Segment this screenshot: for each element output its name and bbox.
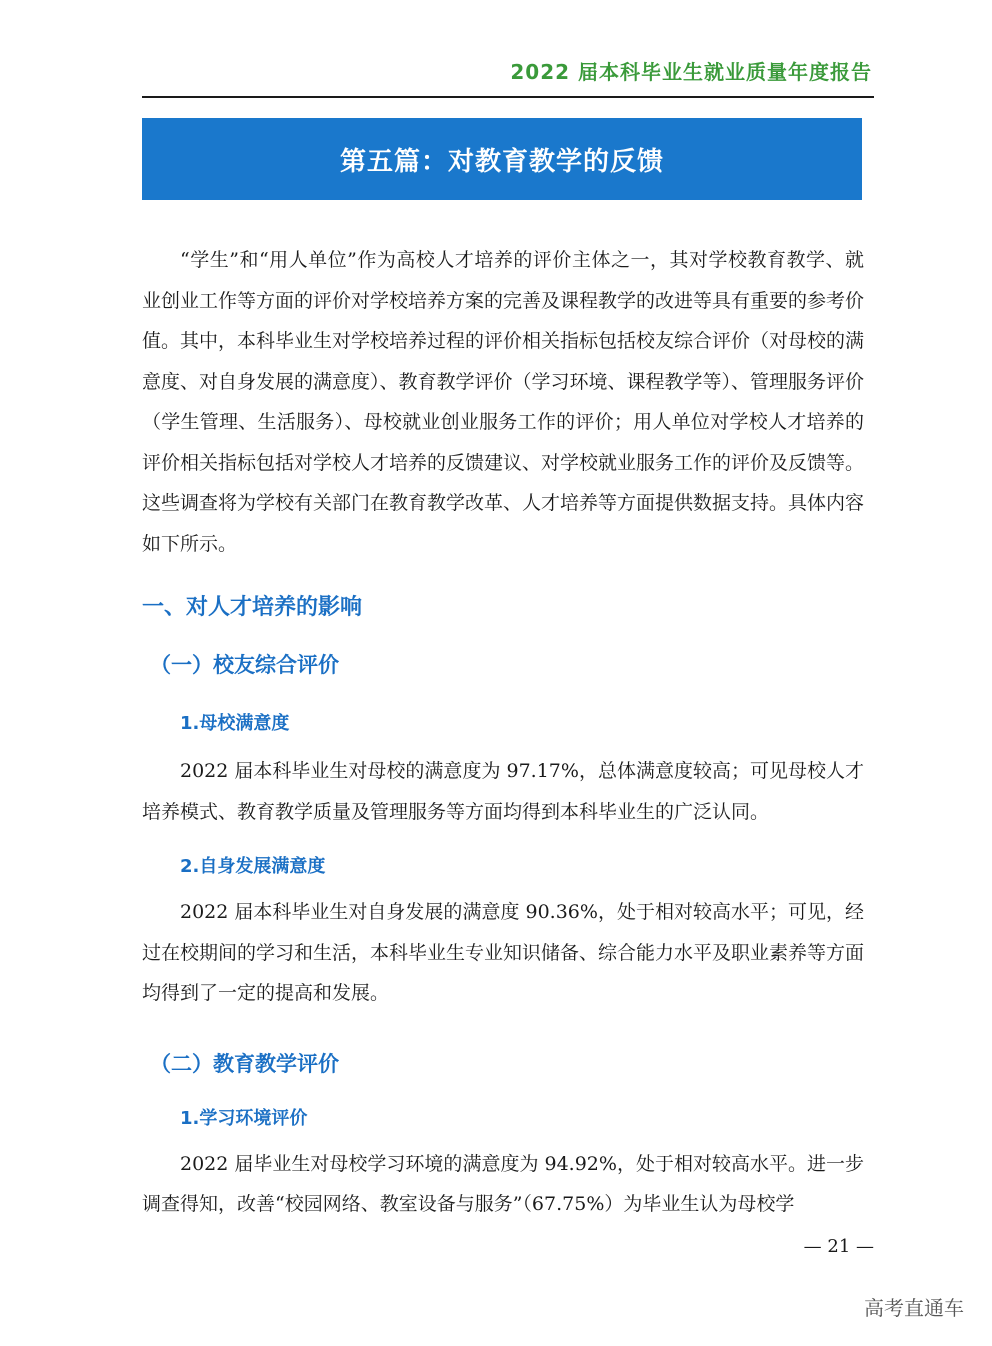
item-heading-self-development: 2.自身发展满意度	[180, 856, 326, 877]
chapter-banner	[142, 118, 862, 200]
header-divider	[142, 96, 874, 98]
subsection-heading-alumni-evaluation: （一）校友综合评价	[150, 653, 339, 677]
paragraph-self-development: 2022 届本科毕业生对自身发展的满意度 90.36%，处于相对较高水平；可见，经过在校期间的学习和生活，本科毕业生专业知识储备、综合能力水平及职业素养等方面均得到了一定的提高和发展。	[142, 901, 865, 1004]
intro-paragraph: “学生”和“用人单位”作为高校人才培养的评价主体之一，其对学校教育教学、就业创业工作等方面的评价对学校培养方案的完善及课程教学的改进等具有重要的参考价值。其中，本科毕业生对学校培养过程的评价相关指标包括校友综合评价（对母校的满意度、对自身发展的满意度）、教育教学评价（学习环境、课程教学等）、管理服务评价（学生管理、生活服务）、母校就业创业服务工作的评价；用人单位对学校人才培养的评价相关指标包括对学校人才培养的反馈建议、对学校就业服务工作的评价及反馈等。这些调查将为学校有关部门在教育教学改革、人才培养等方面提供数据支持。具体内容如下所示。	[142, 249, 865, 555]
paragraph-alma-mater-satisfaction: 2022 届本科毕业生对母校的满意度为 97.17%，总体满意度较高；可见母校人才培养模式、教育教学质量及管理服务等方面均得到本科毕业生的广泛认同。	[142, 760, 864, 823]
watermark-text: 高考直通车	[864, 1296, 964, 1320]
section-heading-talent-impact: 一、对人才培养的影响	[142, 595, 363, 620]
header-title: 2022 届本科毕业生就业质量年度报告	[510, 60, 872, 84]
item-heading-alma-mater-satisfaction: 1.母校满意度	[180, 713, 290, 734]
page-number: — 21 —	[803, 1236, 874, 1257]
page-content	[142, 240, 864, 1225]
item-heading-learning-environment: 1.学习环境评价	[180, 1107, 308, 1129]
paragraph-learning-environment: 2022 届毕业生对母校学习环境的满意度为 94.92%，处于相对较高水平。进一步调查得知，改善“校园网络、教室设备与服务”（67.75%）为毕业生认为母校学	[142, 1152, 864, 1215]
chapter-title: 第五篇：对教育教学的反馈	[339, 146, 664, 177]
subsection-heading-teaching-evaluation: （二）教育教学评价	[150, 1051, 339, 1076]
